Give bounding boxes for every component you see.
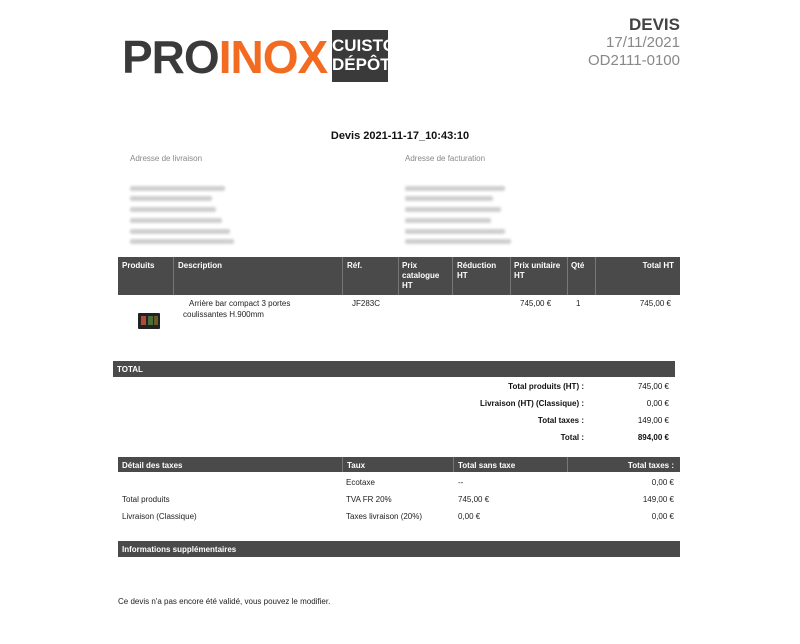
totals-title: TOTAL (117, 365, 143, 374)
redacted-line (130, 207, 216, 212)
document-date: 17/11/2021 (606, 34, 680, 51)
logo-badge-line2: DÉPÔT (332, 55, 391, 74)
redacted-line (130, 239, 234, 244)
delivery-address-label: Adresse de livraison (130, 154, 203, 163)
grand-total-value: 894,00 € (637, 433, 669, 442)
redacted-line (130, 196, 212, 201)
redacted-line (130, 229, 230, 234)
tax-rate: Ecotaxe (346, 478, 375, 487)
additional-info-bar (118, 541, 680, 557)
column-divider (398, 257, 399, 295)
product-description: Arrière bar compact 3 portes coulissantes H.900mm (183, 299, 291, 319)
column-divider (452, 257, 453, 295)
redacted-line (405, 207, 501, 212)
tax-amount: 0,00 € (651, 512, 674, 521)
total-taxes-label: Total taxes : (537, 416, 584, 425)
col-header-tax-detail: Détail des taxes (122, 461, 183, 470)
product-total: 745,00 € (639, 299, 671, 308)
document-reference: OD2111-0100 (587, 52, 680, 69)
delivery-total-label: Livraison (HT) (Classique) : (479, 399, 584, 408)
product-thumbnail (138, 313, 160, 329)
tax-label: Total produits (122, 495, 170, 504)
tax-amount: 0,00 € (651, 478, 674, 487)
quote-name: Devis 2021-11-17_10:43:10 (330, 130, 470, 142)
column-divider (510, 257, 511, 295)
total-taxes-value: 149,00 € (637, 416, 669, 425)
col-header-total: Total HT (642, 261, 674, 270)
additional-info-title: Informations supplémentaires (122, 545, 237, 554)
redacted-line (405, 196, 493, 201)
col-header-qty: Qté (571, 261, 585, 270)
column-divider (567, 257, 568, 295)
totals-section-bar (113, 361, 675, 377)
column-divider (567, 457, 568, 472)
tax-rate: Taxes livraison (20%) (346, 512, 423, 521)
redacted-line (405, 239, 511, 244)
logo-badge-line1: CUISTO (332, 36, 396, 55)
billing-address-label: Adresse de facturation (405, 154, 486, 163)
redacted-line (130, 218, 222, 223)
col-header-tax-total: Total taxes : (627, 461, 674, 470)
col-header-base: Total sans taxe (458, 461, 516, 470)
product-ref: JF283C (352, 299, 381, 308)
column-divider (173, 257, 174, 295)
column-divider (453, 457, 454, 472)
tax-base: 745,00 € (458, 495, 490, 504)
tax-base: 0,00 € (458, 512, 481, 521)
delivery-total-value: 0,00 € (646, 399, 669, 408)
products-table-header (118, 257, 680, 295)
logo-text-pro: PRO (122, 31, 219, 83)
grand-total-label: Total : (560, 433, 584, 442)
redacted-line (405, 218, 491, 223)
col-header-unit-price: Prix unitaire HT (514, 261, 561, 280)
document-type: DEVIS (628, 15, 680, 34)
product-qty: 1 (576, 299, 581, 308)
col-header-products: Produits (122, 261, 155, 270)
col-header-catalogue-price: Prix catalogue HT (402, 261, 440, 290)
taxes-table-header (118, 457, 680, 472)
column-divider (342, 257, 343, 295)
tax-base: -- (458, 478, 464, 487)
col-header-rate: Taux (347, 461, 366, 470)
col-header-ref: Réf. (347, 261, 363, 270)
redacted-line (405, 229, 505, 234)
col-header-discount: Réduction HT (457, 261, 497, 280)
logo-text-inox: INOX (218, 31, 328, 83)
redacted-line (405, 186, 505, 191)
tax-label: Livraison (Classique) (122, 512, 197, 521)
tax-rate: TVA FR 20% (346, 495, 392, 504)
product-unit-price: 745,00 € (520, 299, 552, 308)
total-products-label: Total produits (HT) : (508, 382, 584, 391)
column-divider (595, 257, 596, 295)
column-divider (342, 457, 343, 472)
validation-note: Ce devis n'a pas encore été validé, vous pouvez le modifier. (118, 597, 331, 606)
col-header-description: Description (178, 261, 223, 270)
redacted-line (130, 186, 225, 191)
total-products-value: 745,00 € (637, 382, 669, 391)
tax-amount: 149,00 € (642, 495, 674, 504)
logo-badge (332, 30, 396, 82)
